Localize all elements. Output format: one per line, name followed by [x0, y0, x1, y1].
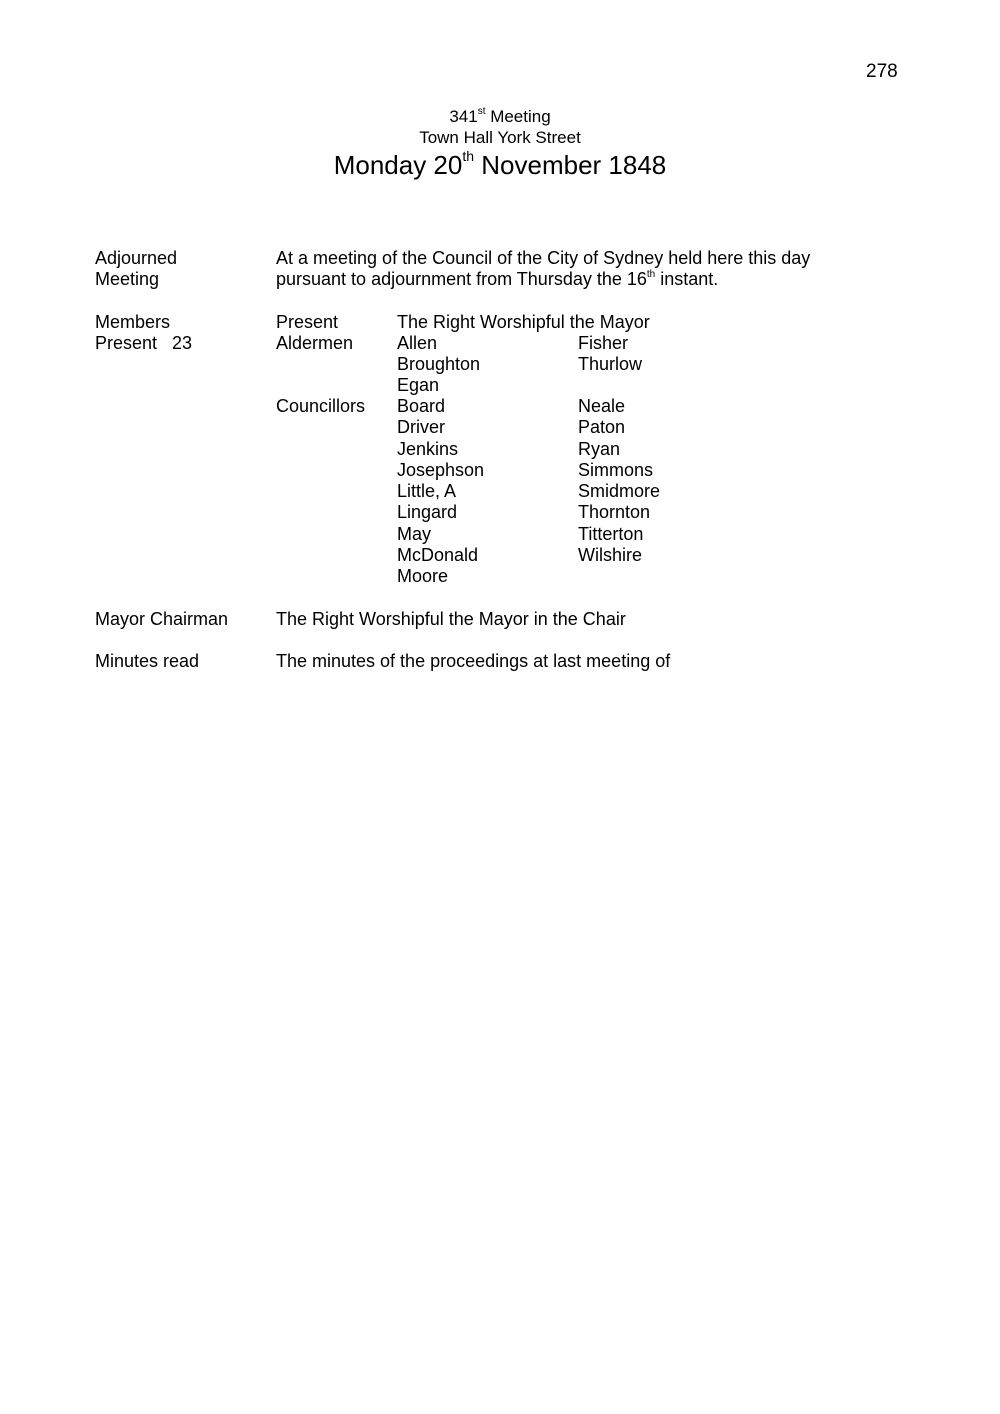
councillors-label: Councillors — [276, 396, 366, 416]
alderman-name: Egan — [397, 375, 440, 395]
meeting-date-title — [0, 148, 1000, 182]
councillor-name: Josephson — [397, 460, 485, 480]
councillor-name: Board — [397, 396, 446, 416]
councillor-name: McDonald — [397, 545, 479, 565]
adjourned-body-line1: At a meeting of the Council of the City of Sydney held here this day — [276, 248, 811, 268]
adjourned-margin-line2: Meeting — [95, 269, 160, 289]
minutes-margin: Minutes read — [95, 651, 200, 671]
page-number: 278 — [866, 61, 898, 82]
present-label: Present — [276, 312, 339, 332]
present-value: The Right Worshipful the Mayor — [397, 312, 650, 332]
date-suffix: th — [462, 148, 475, 165]
meeting-number-line — [0, 106, 1000, 127]
adjourned-body-line2 — [276, 269, 718, 290]
councillor-name: Titterton — [578, 524, 644, 544]
councillor-name: Paton — [578, 417, 626, 437]
meeting-header — [0, 106, 1000, 182]
adjourned-body-line2-post: instant. — [655, 269, 719, 289]
meeting-location: Town Hall York Street — [419, 128, 581, 147]
councillor-name: Lingard — [397, 502, 458, 522]
chair-margin: Mayor Chairman — [95, 609, 229, 629]
councillor-name: Wilshire — [578, 545, 643, 565]
councillor-name: Thornton — [578, 502, 651, 522]
date-prefix: Monday 20 — [333, 150, 463, 180]
alderman-name: Broughton — [397, 354, 481, 374]
councillor-name: Moore — [397, 566, 449, 586]
councillor-name: Little, A — [397, 481, 457, 501]
councillor-name: Driver — [397, 417, 445, 437]
councillor-name: Neale — [578, 396, 626, 416]
councillor-name: Simmons — [578, 460, 654, 480]
meeting-word: Meeting — [485, 107, 551, 126]
aldermen-label: Aldermen — [276, 333, 354, 353]
adjourned-body-line2-text: pursuant to adjournment from Thursday the 16 — [276, 269, 647, 289]
adjourned-margin-line1: Adjourned — [95, 248, 178, 268]
alderman-name: Allen — [397, 333, 438, 353]
chair-body: The Right Worshipful the Mayor in the Chair — [276, 609, 626, 629]
minutes-body: The minutes of the proceedings at last meeting of — [276, 651, 671, 671]
councillor-name: Ryan — [578, 439, 621, 459]
alderman-name: Fisher — [578, 333, 629, 353]
date-rest: November 1848 — [474, 150, 667, 180]
councillor-name: Jenkins — [397, 439, 459, 459]
members-margin-line2: Present 23 — [95, 333, 193, 353]
councillor-name: May — [397, 524, 432, 544]
meeting-number-suffix: st — [477, 106, 486, 118]
alderman-name: Thurlow — [578, 354, 643, 374]
adjourned-body-line2-sup: th — [646, 269, 656, 280]
councillor-name: Smidmore — [578, 481, 661, 501]
members-margin-line1: Members — [95, 312, 171, 332]
meeting-number: 341 — [449, 107, 478, 126]
